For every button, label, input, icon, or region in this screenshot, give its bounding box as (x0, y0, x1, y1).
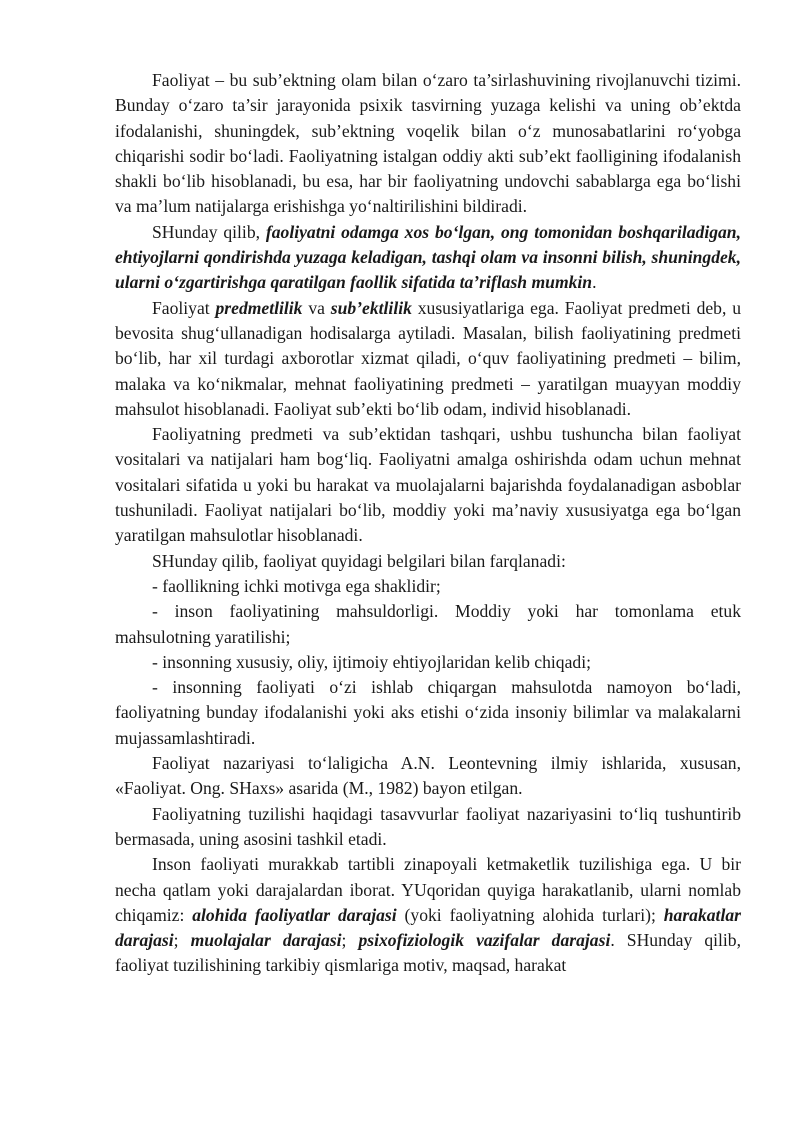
paragraph-1 (115, 68, 741, 220)
document-page (115, 68, 741, 979)
text-segment: SHunday qilib, (152, 221, 266, 242)
text-segment: - insonning faoliyati o‘zi ishlab chiqargan mahsulotda namoyon bo‘ladi, faoliyatning bunday ifodalanishi yoki aks etishi o‘zida insoniy bilimlar va malakalarni mujassamlashtiradi. (115, 677, 741, 748)
text-segment: . SHunday qilib, faoliyat tuzilishining tarkibiy qismlariga motiv, maqsad, harakat (115, 930, 741, 976)
list-item-1 (115, 574, 741, 599)
paragraph-5 (115, 549, 741, 574)
text-segment: Faoliyatning tuzilishi haqidagi tasavvurlar faoliyat nazariyasini to‘liq tushuntirib bermasada, uning asosini tashkil etadi. (115, 803, 741, 849)
text-segment: - insonning xususiy, oliy, ijtimoiy ehtiyojlaridan kelib chiqadi; (152, 651, 591, 672)
list-item-3 (115, 650, 741, 675)
paragraph-2 (115, 220, 741, 296)
emphasis-term: muolajalar darajasi (190, 930, 342, 951)
text-segment: xususiyatlariga ega. Faoliyat predmeti deb, u bevosita shug‘ullanadigan hodisalarga aytiladi. Masalan, bilish faoliyatining predmeti bo‘lib, har xil turdagi axborotlar xizmat qiladi, o‘quv faoliyatining predmeti – bilim, malaka va ko‘nikmalar, mehnat faoliyatining predmeti – yaratilgan muayyan moddiy mahsulot hisoblanadi. Faoliyat sub’ekti bo‘lib odam, individ hisoblanadi. (115, 297, 742, 419)
text-segment: Faoliyatning predmeti va sub’ektidan tashqari, ushbu tushuncha bilan faoliyat vositalari va natijalari ham bog‘liq. Faoliyatni amalga oshirishda odam uchun mehnat vositalari sifatida u yoki bu harakat va muolajalarni bajarishda foydalanadigan asboblar tushuniladi. Faoliyat natijalari bo‘lib, moddiy yoki ma’naviy xususiyatga ega bo‘lgan yaratilgan mahsulotlar hisoblanadi. (115, 424, 741, 546)
list-item-2 (115, 599, 741, 650)
text-segment: (yoki faoliyatning alohida turlari); (396, 904, 664, 925)
emphasis-term: predmetlilik (215, 297, 303, 318)
text-segment: Inson faoliyati murakkab tartibli zinapoyali ketmaketlik tuzilishiga ega. U bir necha qatlam yoki darajalardan iborat. YUqoridan quyiga harakatlanib, ularni nomlab chiqamiz: (115, 854, 741, 925)
text-segment: ; (341, 930, 359, 951)
list-item-4 (115, 675, 741, 751)
text-segment: Faoliyat nazariyasi to‘laligicha A.N. Leontevning ilmiy ishlarida, xususan, «Faoliyat. Ong. SHaxs» asarida (M., 1982) bayon etilgan. (115, 753, 741, 799)
paragraph-3 (115, 296, 741, 422)
emphasis-term: harakatlar darajasi (115, 904, 741, 951)
text-segment: SHunday qilib, faoliyat quyidagi belgilari bilan farqlanadi: (152, 550, 566, 571)
text-segment: va (302, 297, 331, 318)
text-segment: - inson faoliyatining mahsuldorligi. Moddiy yoki har tomonlama etuk mahsulotning yaratilishi; (115, 601, 741, 647)
paragraph-6 (115, 751, 741, 802)
paragraph-8 (115, 852, 741, 978)
emphasis-term: sub’ektlilik (330, 297, 412, 318)
emphasis-term: psixofiziologik vazifalar darajasi (358, 930, 611, 951)
emphasis-definition: faoliyatni odamga xos bo‘lgan, ong tomonidan boshqariladigan, ehtiyojlarni qondirishda yuzaga keladigan, tashqi olam va insonni bilish, shuningdek, ularni o‘zgartirishga qaratilgan faollik sifatida ta’riflash mumkin (115, 221, 741, 293)
emphasis-term: alohida faoliyatlar darajasi (192, 904, 397, 925)
text-segment: . (592, 272, 597, 293)
paragraph-7 (115, 802, 741, 853)
text-segment: Faoliyat – bu sub’ektning olam bilan o‘zaro ta’sirlashuvining rivojlanuvchi tizimi. Bunday o‘zaro ta’sir jarayonida psixik tasvirning yuzaga kelishi va uning ob’ektda ifodalanishi, shuningdek, sub’ektning voqelik bilan o‘z munosabatlarini ro‘yobga chiqarishi sodir bo‘ladi. Faoliyatning istalgan oddiy akti sub’ekt faolligining ifodalanish shakli bo‘lib hisoblanadi, bu esa, har bir faoliyatning undovchi sabablarga ega bo‘lishi va ma’lum natijalarga erishishga yo‘naltirilishini bildiradi. (115, 70, 741, 217)
text-segment: - faollikning ichki motivga ega shaklidir; (152, 575, 441, 596)
text-segment: Faoliyat (152, 297, 216, 318)
text-segment: ; (173, 930, 191, 951)
paragraph-4 (115, 422, 741, 548)
